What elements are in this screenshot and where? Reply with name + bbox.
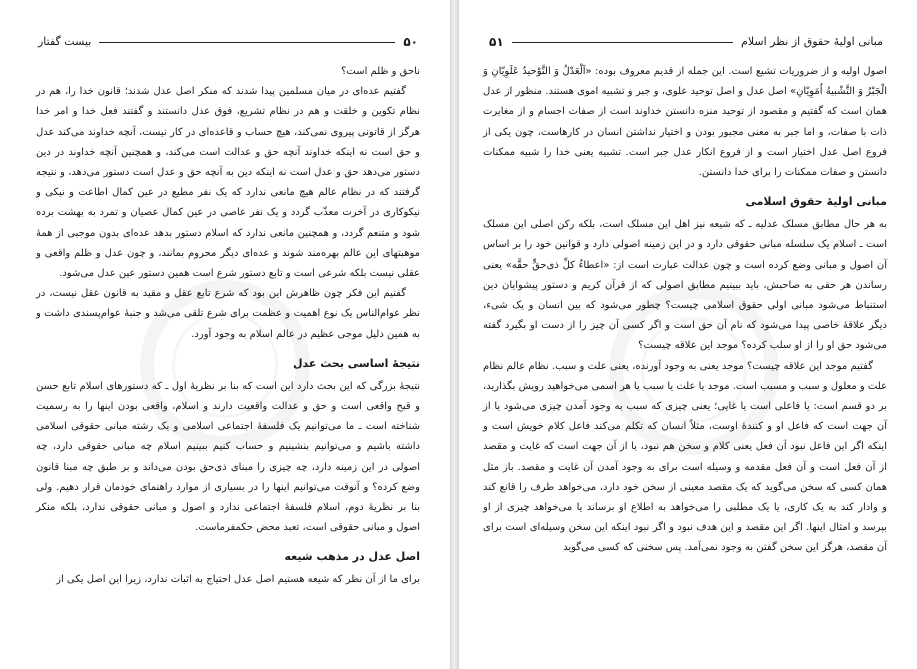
- left-page-body: [36, 62, 420, 591]
- right-page-number: ۵۱: [489, 35, 504, 49]
- right-running-head: مبانی اولیهٔ حقوق از نظر اسلام: [741, 35, 883, 48]
- left-page: [0, 0, 450, 669]
- header-rule: [99, 42, 395, 43]
- paragraph: گفتیم این فکر چون ظاهرش این بود که شرع تابع عقل و مقید به قانون عقل نیست، در نظر عوام‌الناس یک نوع اهمیت و عظمت برای شرع تلقی می‌شد و جنبهٔ عوام‌پسندی داشت و به همین دلیل موجی عظیم در عالم اسلام به وجود آورد.: [36, 288, 420, 340]
- paragraph: ناحق و ظلم است؟: [341, 66, 420, 77]
- section-heading: نتیجهٔ اساسی بحث عدل: [293, 356, 420, 370]
- right-page-body: [483, 62, 887, 559]
- paragraph: نتیجهٔ بزرگی که این بحث دارد این است که بنا بر نظریهٔ اول ـ که دستورهای اسلام تابع حسن و قبح واقعی است و حق و عدالت واقعیت دارند و اسلام، واقعی بودن اینها را به رسمیت شناخته است ـ ما می‌توانیم یک فلسفهٔ اجتماعی اسلامی و یک رشته مبانی حقوقی اسلامی داشته باشیم و می‌توانیم بنشینیم و حساب کنیم ببینیم اسلام چه مبانی حقوقی دارد، چه اصولی در این زمینه دارد، چه چیزی را مبنای ذی‌حق بودن می‌داند و بر طبق چه مبنا قانون وضع کرده؟ و آنوقت می‌توانیم اینها را در بسیاری از موارد راهنمای خودمان قرار دهیم. ولی بنا بر نظریهٔ دوم، اسلام فلسفهٔ اجتماعی ندارد و اصول و مبانی حقوقی ندارد، بلکه منکر اصول و مبانی حقوقی است، تعبد محض حکمفرماست.: [36, 380, 420, 534]
- paragraph: گفتیم عده‌ای در میان مسلمین پیدا شدند که منکر اصل عدل شدند؛ قانون خدا را، هم در نظام تکوین و خلقت و هم در نظام تشریع، فوق عدل دانستند و گفتند فعل خدا و امر خدا هرگز از قانونی پیروی نمی‌کند، هیچ حساب و قاعده‌ای در کار نیست، آنچه خداوند می‌کند عدل و حق است نه اینکه خداوند آنچه حق و عدالت است می‌کند، و همچنین آنچه خداوند در دین دستور می‌دهد حق و عدل است نه اینکه دین به آنچه حق و عدل است دستور می‌دهد، و نتیجه گرفتند که در نظام عالم هیچ مانعی ندارد که یک نفر مطیع در عین کمال اطاعت و نیکی و نیکوکاری در آخرت معذّب گردد و یک نفر عاصی در عین کمال عصیان و تمرد به بهشت برده شود و متنعم گردد، و همچنین مانعی ندارد که اسلام دستور بدهد عده‌ای بدون موجبی از همهٔ موهبتهای این عالم بهره‌مند شوند و عده‌ای دیگر محروم بمانند، و چون عدل و ظلم واقعی و عقلی نیست بلکه شرعی است و تابع دستور شرع است همین دستور عین عدل می‌شود.: [36, 86, 420, 280]
- section-heading: اصل عدل در مذهب شیعه: [284, 550, 420, 564]
- paragraph: گفتیم موجد این علاقه چیست؟ موجد یعنی به وجود آورنده، یعنی علت و سبب. نظام عالم نظام علت و معلول و سبب و مسبب است. موجد یا علت یا سبب یا هر اسمی می‌خواهید رویش بگذارید، بر دو قسم است: یا فاعلی است یا غایی؛ یعنی چیزی که سبب به وجود آمدن چیزی می‌شود یا از آن جهت است که فاعل او و کنندهٔ اوست، مثلاً انسان که تکلم می‌کند فاعل کلام خویش است و اینکه اگر این فاعل نبود آن فعل یعنی کلام و سخن هم نبود، یا از آن جهت است که غایت و مقصد از آن فعل است و آن فعل مقدمه و وسیله است برای به وجود آمدن آن غایت و مقصد. باز مثل همان کسی که سخن می‌گوید که یک مقصد معینی از سخن خود دارد، می‌خواهد طرف را قانع کند و وادار کند به یک کاری، یا یک مطلبی را می‌خواهد به اطلاع او برساند یا می‌خواهد چیزی از او بپرسد و امثال اینها. اگر این مقصد و این هدف نبود و اگر نبود اینکه این سخن وسیله‌ای است برای آن مقصد، هرگز این سخن گفتن به وجود نمی‌آمد. پس سخنی که کسی می‌گوید: [483, 360, 887, 554]
- header-rule: [512, 42, 733, 43]
- right-page: [459, 0, 917, 669]
- book-gutter: [450, 0, 459, 669]
- paragraph: برای ما از آن نظر که شیعه هستیم اصل عدل احتیاج به اثبات ندارد، زیرا این اصل یکی از: [56, 574, 420, 586]
- left-page-number: ۵۰: [403, 35, 418, 49]
- paragraph: به هر حال مطابق مسلک عدلیه ـ که شیعه نیز اهل این مسلک است، بلکه رکن اصلی این مسلک است ـ اسلام یک سلسله مبانی حقوقی دارد و در این زمینه اصولی دارد و قوانین خود را بر اساس آن اصول و مبانی وضع کرده است و چون عدالت عبارت است از: «اعطاءُ کلِّ ذی‌حقٍّ حقَّه» یعنی رساندن هر حقی به صاحبش، باید ببینیم مطابق اصولی که از قرآن کریم و دستور پیشوایان دین استنباط می‌شود مبانی اولی حقوق اسلامی چیست؟ چطور می‌شود که بین انسان و یک شیء، دیگر علاقهٔ خاصی پیدا می‌شود که نام آن حق است و اگر کسی آن چیز را از دست او بگیرد گفته می‌شود حق او را از او سلب کرده؟ موجد این علاقه چیست؟: [483, 219, 887, 352]
- paragraph: اصول اولیه و از ضروریات تشیع است. این جمله از قدیم معروف بوده: «اَلْعَدْلُ وَ التَّوْحیدُ عَلَوِیّانِ وَ الْجَبْرُ وَ التَّشْبیهُ اُمَوِیّانِ» اصل عدل و اصل توحید علوی، و جبر و تشبیه اموی هستند. منظور از عدل همان است که گفتیم و مقصود از توحید منزه دانستن خداوند است از صفات اجسام و از مغایرت ذات با صفات، و اما جبر به معنی مجبور بودن و اختیار نداشتن انسان در کارهاست، چون یکی از فروع اصل عدل اختیار است و از فروع انکار عدل جبر است. تشبیه یعنی خدا را شبیه ممکنات دانستن و صفات ممکنات را برای خدا دانستن.: [483, 66, 887, 179]
- left-page-header: [38, 34, 418, 50]
- right-page-header: [489, 34, 883, 50]
- section-heading: مبانی اولیهٔ حقوق اسلامی: [745, 195, 887, 209]
- left-running-head: بیست گفتار: [38, 35, 92, 48]
